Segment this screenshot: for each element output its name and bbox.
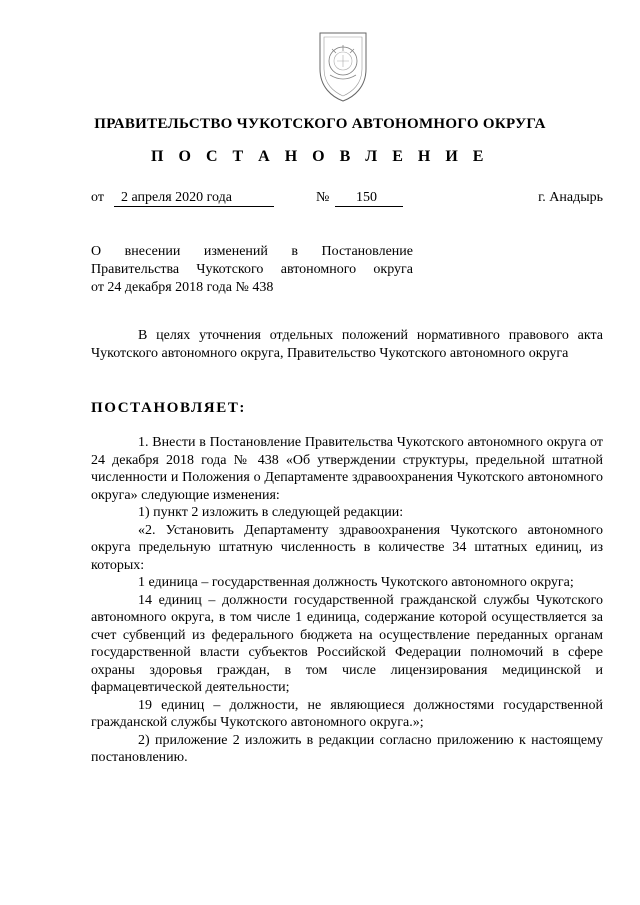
preamble bbox=[91, 327, 603, 362]
subject-line: Правительства Чукотского автономного округа bbox=[91, 262, 413, 277]
document-body bbox=[91, 434, 603, 767]
date-prefix: от bbox=[91, 190, 104, 205]
coat-of-arms-icon bbox=[310, 25, 376, 107]
body-paragraph: 19 единиц – должности, не являющиеся должностями государственной гражданской службы Чукотского автономного округа.»; bbox=[91, 697, 603, 730]
body-paragraph: 2) приложение 2 изложить в редакции согласно приложению к настоящему постановлению. bbox=[91, 732, 603, 765]
subject-line: О внесении изменений в Постановление bbox=[91, 244, 413, 259]
body-paragraph: «2. Установить Департаменту здравоохранения Чукотского автономного округа предельную штатную численность в количестве 34 штатных единиц, из которых: bbox=[91, 522, 603, 573]
number-prefix: № bbox=[316, 190, 330, 205]
preamble-text: В целях уточнения отдельных положений нормативного правового акта Чукотского автономного округа, Правительство Чукотского автономного округа bbox=[91, 328, 603, 361]
document-type-title: П О С Т А Н О В Л Е Н И Е bbox=[151, 148, 489, 165]
government-title: ПРАВИТЕЛЬСТВО ЧУКОТСКОГО АВТОНОМНОГО ОКРУГА bbox=[94, 116, 546, 132]
document-place: г. Анадырь bbox=[538, 190, 603, 205]
document-meta bbox=[91, 190, 603, 210]
date-value: 2 апреля 2020 года bbox=[121, 190, 232, 205]
body-paragraph: 1. Внести в Постановление Правительства Чукотского автономного округа от 24 декабря 2018 года № 438 «Об утверждении структуры, предельной штатной численности и Положения о Департаменте здравоохранения Чукотского автономного округа» следующие изменения: bbox=[91, 435, 603, 503]
document-date bbox=[114, 190, 274, 207]
subject-line: от 24 декабря 2018 года № 438 bbox=[91, 280, 274, 295]
body-paragraph: 1) пункт 2 изложить в следующей редакции: bbox=[138, 505, 404, 520]
body-paragraph: 14 единиц – должности государственной гражданской службы Чукотского автономного округа, в том числе 1 единица, содержание которой осуществляется за счет субвенций из федерального бюджета на осуществление переданных органам государственной власти субъектов Российской Федерации полномочий в сфере охраны здоровья граждан, в том числе лицензирования медицинской и фармацевтической деятельности; bbox=[91, 592, 603, 695]
body-paragraph: 1 единица – государственная должность Чукотского автономного округа; bbox=[138, 575, 574, 590]
document-number bbox=[335, 190, 403, 207]
document-subject bbox=[91, 243, 413, 297]
decree-word: ПОСТАНОВЛЯЕТ: bbox=[91, 400, 247, 416]
number-value: 150 bbox=[356, 190, 377, 205]
